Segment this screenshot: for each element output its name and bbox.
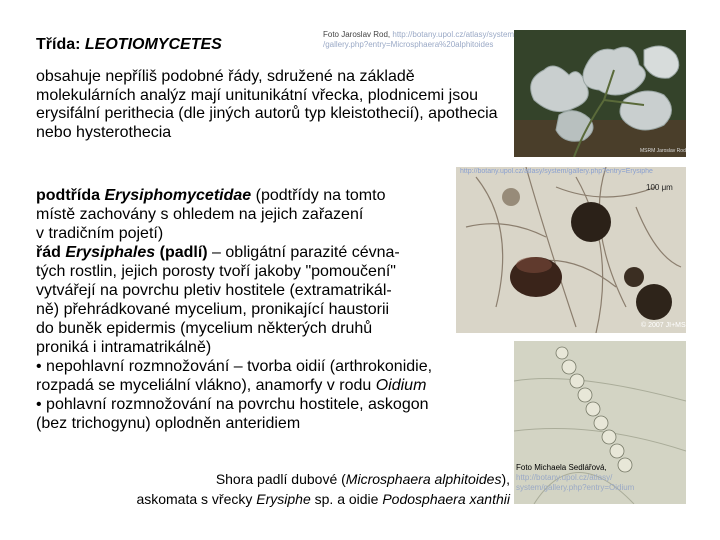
credit-link[interactable]: /gallery.php?entry=Microsphaera%20alphitoides bbox=[323, 40, 494, 49]
bullet-asexual: • nepohlavní rozmnožování – tvorba oidií (arthrokonidie, bbox=[36, 358, 433, 375]
slide-title: Třída: LEOTIOMYCETES bbox=[36, 36, 222, 53]
credit-link[interactable]: system/gallery.php?entry=Oidium bbox=[516, 483, 635, 492]
copyright-label: © 2007 JI+MS bbox=[641, 322, 686, 329]
figure-caption: Shora padlí dubové (Microsphaera alphitoides), askomata s vřecky Erysiphe sp. a oidie Podosphaera xanthii bbox=[136, 471, 510, 507]
photo-link[interactable]: http://botany.upol.cz/atlasy/system/gallery.php?entry=Erysiphe bbox=[460, 168, 653, 175]
bullet-sexual: • pohlavní rozmnožování na povrchu hostitele, askogon bbox=[36, 396, 429, 413]
photo-label: MSRM Jaroslav Rod bbox=[640, 148, 686, 154]
photo-credit-top: Foto Jaroslav Rod, http://botany.upol.cz/atlasy/system /gallery.php?entry=Microsphaera%20alphitoides bbox=[323, 30, 515, 49]
credit-link[interactable]: http://botany.upol.cz/atlasy/system bbox=[392, 30, 515, 39]
photo-oak-powdery-mildew bbox=[514, 30, 686, 157]
scale-bar-label: 100 μm bbox=[646, 183, 673, 192]
photo-credit-bottom: Foto Michaela Sedlářová, http://botany.upol.cz/atlasy/ system/gallery.php?entry=Oidium bbox=[516, 463, 635, 492]
credit-link[interactable]: http://botany.upol.cz/atlasy/ bbox=[516, 473, 613, 482]
main-text: podtřída Erysiphomycetidae (podtřídy na tomto místě zachovány s ohledem na jejich zařazení v tradičním pojetí) řád Erysiphales (padlí) – obligátní parazité cévna- tých rostlin, jejich porosty tvoří jakoby "pomoučení" vytvářejí na povrchu pletiv hostitele (extramatrikál- ně) přehrádkované mycelium, pronikající haustorii do buněk epidermis (mycelium některých druhů proniká i intramatrikálně) • nepohlavní rozmnožování – tvorba oidií (arthrokonidie, rozpadá se myceliální vlákno), anamorfy v rodu Oidium • pohlavní rozmnožování na povrchu hostitele, askogon (bez trichogynu) oplodněn anteridiem bbox=[36, 186, 506, 433]
intro-paragraph: obsahuje nepříliš podobné řády, sdružené na základě molekulárních analýz mají unitunikátní vřecka, plodnicemi jsou erysifální perithecia (dle jiných autorů typ kleistothecií), apothecia nebo hysterothecia bbox=[36, 68, 498, 141]
